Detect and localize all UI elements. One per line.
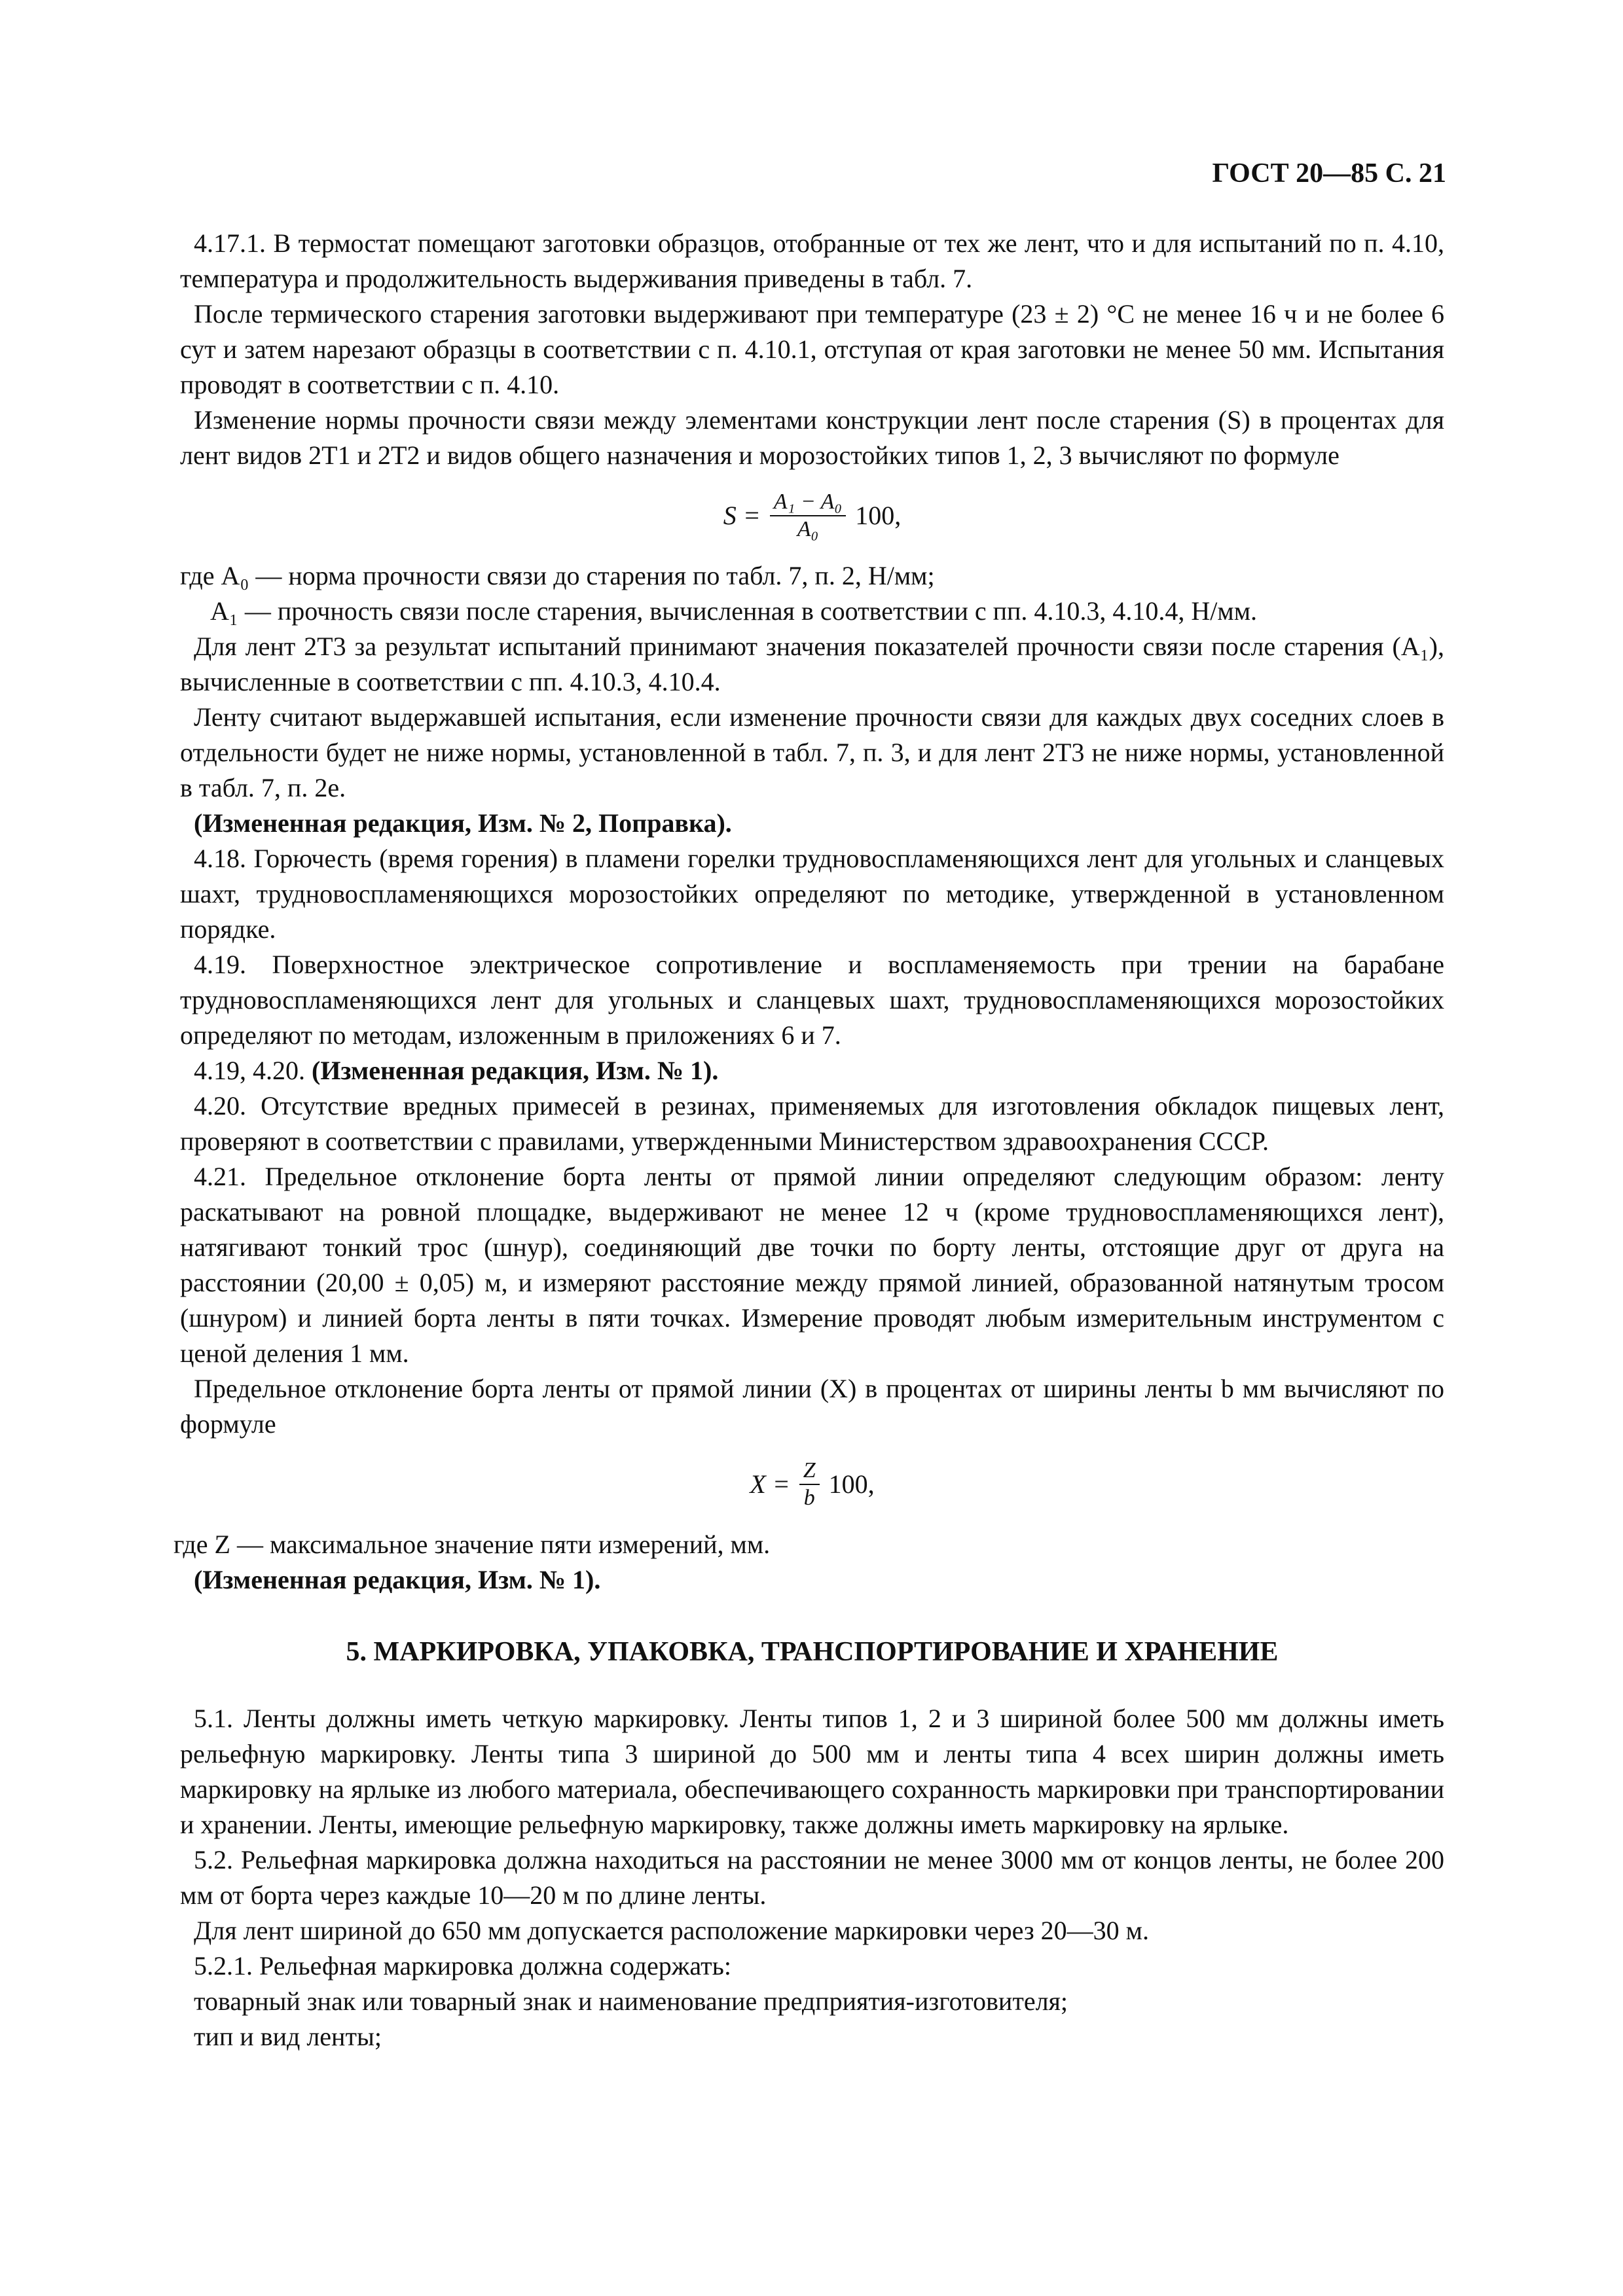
paragraph-4-21: 4.21. Предельное отклонение борта ленты от прямой линии определяют следующим образом: ленту раскатывают на ровной площадке, выдерживают не менее 12 ч (кроме трудновоспламеняющихся лент), натягивают тонкий трос (шнур), соединяющий две точки по борту ленты, отстоящие друг от друга на расстоянии (20,00 ± 0,05) м, и измеряют расстояние между прямой линией, образованной натянутым тросом (шнуром) и линией борта ленты в пяти точках. Измерение проводят любым измерительным инструментом с ценой деления 1 мм. (180, 1162, 1444, 1368)
paragraph-5-2: 5.2. Рельефная маркировка должна находиться на расстоянии не менее 3000 мм от концов ленты, не более 200 мм от борта через каждые 10—20 м по длине ленты. (180, 1845, 1444, 1910)
paragraph-4-21-formula-intro: Предельное отклонение борта ленты от прямой линии (X) в процентах от ширины ленты b мм вычисляют по формуле (180, 1374, 1444, 1439)
where-a0: где A₀ — норма прочности связи до старения по табл. 7, п. 2, Н/мм; (180, 561, 935, 590)
formula-x-tail: 100, (828, 1469, 875, 1499)
paragraph-4-20: 4.20. Отсутствие вредных примесей в резинах, применяемых для изготовления обкладок пищевых лент, проверяют в соответствии с правилами, утвержденными Министерством здравоохранения СССР. (180, 1091, 1444, 1156)
page-header: ГОСТ 20—85 С. 21 (1212, 158, 1446, 188)
paragraph-change-formula-intro: Изменение нормы прочности связи между элементами конструкции лент после старения (S) в процентах для лент видов 2Т1 и 2Т2 и видов общего назначения и морозостойких типов 1, 2, 3 вычисляют по формуле (180, 405, 1444, 470)
paragraph-4-18: 4.18. Горючесть (время горения) в пламени горелки трудновоспламеняющихся лент для угольных и сланцевых шахт, трудновоспламеняющихся морозостойких определяют по методике, утвержденной в установленном порядке. (180, 844, 1444, 944)
paragraph-4-19: 4.19. Поверхностное электрическое сопротивление и воспламеняемость при трении на барабане трудновоспламеняющихся лент для угольных и сланцевых шахт, трудновоспламеняющихся морозостойких определяют по методам, изложенным в приложениях 6 и 7. (180, 950, 1444, 1050)
formula-s-lhs: S = (723, 501, 761, 530)
paragraph-2t3: Для лент 2Т3 за результат испытаний принимают значения показателей прочности связи после старения (A₁), вычисленные в соответствии с пп. 4.10.3, 4.10.4. (180, 632, 1444, 696)
formula-x-denominator: b (803, 1486, 815, 1510)
paragraph-5-2-width: Для лент шириной до 650 мм допускается расположение маркировки через 20—30 м. (194, 1916, 1149, 1945)
paragraph-5-2-1: 5.2.1. Рельефная маркировка должна содержать: (194, 1951, 731, 1981)
formula-s-tail: 100, (855, 501, 902, 530)
list-item-trademark: товарный знак или товарный знак и наименование предприятия-изготовителя; (194, 1986, 1068, 2016)
formula-s-fraction (770, 489, 847, 543)
formula-s-numerator: A₁ − A₀ (770, 489, 847, 516)
section-5-heading: 5. МАРКИРОВКА, УПАКОВКА, ТРАНСПОРТИРОВАНИЕ И ХРАНЕНИЕ (346, 1637, 1279, 1667)
formula-x-numerator: Z (799, 1458, 820, 1485)
revision-note-3: (Измененная редакция, Изм. № 1). (194, 1565, 601, 1594)
paragraph-4-17-1: 4.17.1. В термостат помещают заготовки образцов, отобранные от тех же лент, что и для испытаний по п. 4.10, температура и продолжительность выдерживания приведены в табл. 7. (180, 228, 1444, 293)
paragraph-aging: После термического старения заготовки выдерживают при температуре (23 ± 2) °С не менее 16 ч и не более 6 сут и затем нарезают образцы в соответствии с п. 4.10.1, отступая от края заготовки не менее 50 мм. Испытания проводят в соответствии с п. 4.10. (180, 299, 1444, 399)
where-z: где Z — максимальное значение пяти измерений, мм. (173, 1530, 771, 1559)
formula-x-lhs: X = (750, 1469, 790, 1499)
formula-x (180, 1442, 1444, 1527)
page-content (173, 226, 1444, 2054)
revision-note-1: (Измененная редакция, Изм. № 2, Поправка). (194, 808, 732, 838)
formula-s-denominator: A₀ (797, 517, 819, 541)
revision-note-2 (180, 1053, 1444, 1088)
revision-note-2-text: (Измененная редакция, Изм. № 1). (312, 1056, 719, 1085)
formula-x-fraction (799, 1458, 820, 1511)
paragraph-5-1: 5.1. Ленты должны иметь четкую маркировку. Ленты типов 1, 2 и 3 шириной более 500 мм должны иметь рельефную маркировку. Ленты типа 3 шириной до 500 мм и ленты типа 4 всех ширин должны иметь маркировку на ярлыке из любого материала, обеспечивающего сохранность маркировки при транспортировании и хранении. Ленты, имеющие рельефную маркировку, также должны иметь маркировку на ярлыке. (180, 1704, 1444, 1839)
formula-s (180, 473, 1444, 558)
paragraph-passed: Ленту считают выдержавшей испытания, если изменение прочности связи для каждых двух соседних слоев в отдельности будет не ниже нормы, установленной в табл. 7, п. 3, и для лент 2Т3 не ниже нормы, установленной в табл. 7, п. 2е. (180, 702, 1444, 802)
list-item-type: тип и вид ленты; (194, 2022, 382, 2051)
where-a1: A₁ — прочность связи после старения, вычисленная в соответствии с пп. 4.10.3, 4.10.4, Н/мм. (210, 596, 1258, 626)
revision-note-2-prefix: 4.19, 4.20. (194, 1056, 305, 1085)
